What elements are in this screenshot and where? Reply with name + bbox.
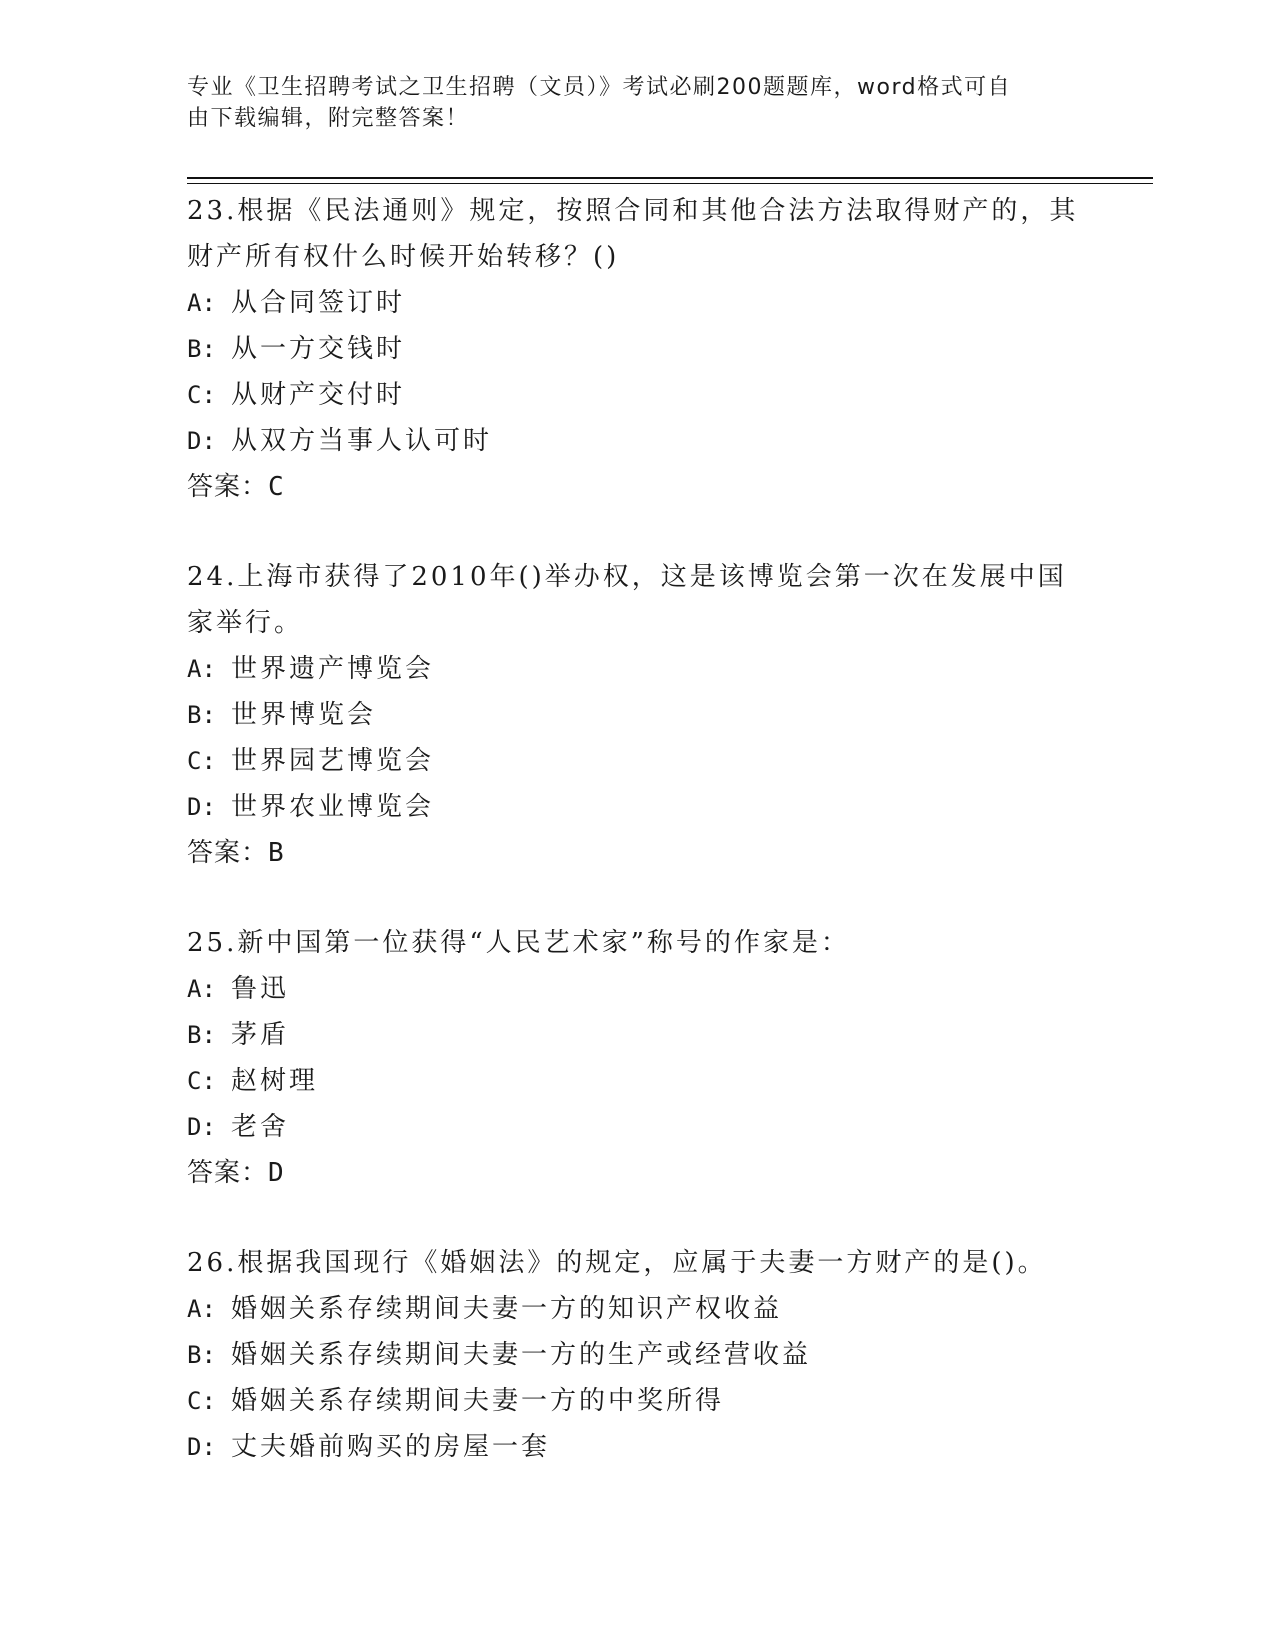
option-text: 婚姻关系存续期间夫妻一方的生产或经营收益: [231, 1340, 812, 1370]
answer-value: D: [268, 1158, 285, 1188]
question-26: [187, 1240, 1087, 1470]
header-divider-thin: [187, 183, 1153, 184]
answer-label: 答案：: [187, 838, 269, 868]
option-letter: C:: [187, 381, 216, 409]
answer: [187, 830, 1087, 876]
option-letter: D:: [187, 1433, 216, 1461]
option-letter: D:: [187, 793, 216, 821]
option-letter: D:: [187, 1113, 216, 1141]
question-stem-line-2: 财产所有权什么时候开始转移？(): [187, 242, 620, 272]
document-header: [187, 72, 1067, 134]
option-d: [187, 418, 1087, 464]
option-letter: A:: [187, 1295, 216, 1323]
option-b: [187, 1332, 1087, 1378]
option-text: 从财产交付时: [231, 380, 406, 410]
option-letter: B:: [187, 335, 216, 363]
answer: [187, 1150, 1087, 1196]
question-spacer: [187, 510, 1087, 554]
option-text: 世界园艺博览会: [231, 746, 435, 776]
header-divider-thick: [187, 177, 1153, 179]
question-spacer: [187, 876, 1087, 920]
question-stem: [187, 554, 1087, 646]
question-stem-line-2: 家举行。: [187, 608, 304, 638]
option-a: [187, 966, 1087, 1012]
option-text: 赵树理: [231, 1066, 319, 1096]
option-text: 婚姻关系存续期间夫妻一方的知识产权收益: [231, 1294, 783, 1324]
option-c: [187, 1058, 1087, 1104]
option-d: [187, 1104, 1087, 1150]
option-text: 从合同签订时: [231, 288, 406, 318]
option-c: [187, 738, 1087, 784]
question-stem: [187, 1240, 1087, 1286]
option-letter: C:: [187, 747, 216, 775]
answer-label: 答案：: [187, 1158, 269, 1188]
question-stem: [187, 188, 1087, 280]
option-c: [187, 1378, 1087, 1424]
option-letter: A:: [187, 289, 216, 317]
option-d: [187, 1424, 1087, 1470]
question-23: [187, 188, 1087, 510]
option-text: 丈夫婚前购买的房屋一套: [231, 1432, 551, 1462]
option-b: [187, 1012, 1087, 1058]
option-a: [187, 646, 1087, 692]
option-letter: D:: [187, 427, 216, 455]
answer-label: 答案：: [187, 472, 269, 502]
header-line-2: 由下载编辑，附完整答案！: [187, 106, 470, 131]
option-text: 世界农业博览会: [231, 792, 435, 822]
question-stem: [187, 920, 1087, 966]
option-text: 茅盾: [231, 1020, 290, 1050]
option-text: 世界遗产博览会: [231, 654, 435, 684]
option-a: [187, 1286, 1087, 1332]
option-text: 从一方交钱时: [231, 334, 406, 364]
option-letter: C:: [187, 1067, 216, 1095]
option-text: 从双方当事人认可时: [231, 426, 493, 456]
option-letter: B:: [187, 1341, 216, 1369]
question-stem-line-1: 25.新中国第一位获得“人民艺术家”称号的作家是：: [187, 928, 850, 958]
question-25: [187, 920, 1087, 1196]
answer-value: B: [268, 838, 285, 868]
option-text: 鲁迅: [231, 974, 290, 1004]
question-24: [187, 554, 1087, 876]
question-spacer: [187, 1196, 1087, 1240]
option-text: 世界博览会: [231, 700, 377, 730]
option-b: [187, 692, 1087, 738]
answer-value: C: [268, 472, 285, 502]
option-d: [187, 784, 1087, 830]
option-c: [187, 372, 1087, 418]
option-a: [187, 280, 1087, 326]
option-letter: C:: [187, 1387, 216, 1415]
option-letter: A:: [187, 655, 216, 683]
answer: [187, 464, 1087, 510]
option-b: [187, 326, 1087, 372]
option-letter: A:: [187, 975, 216, 1003]
question-stem-line-1: 26.根据我国现行《婚姻法》的规定，应属于夫妻一方财产的是()。: [187, 1248, 1047, 1278]
header-line-1: 专业《卫生招聘考试之卫生招聘（文员）》考试必刷200题题库，word格式可自: [187, 75, 1012, 100]
option-text: 老舍: [231, 1112, 290, 1142]
question-list: [187, 188, 1087, 1470]
option-letter: B:: [187, 1021, 216, 1049]
option-letter: B:: [187, 701, 216, 729]
option-text: 婚姻关系存续期间夫妻一方的中奖所得: [231, 1386, 725, 1416]
question-stem-line-1: 24.上海市获得了2010年()举办权，这是该博览会第一次在发展中国: [187, 562, 1067, 592]
question-stem-line-1: 23.根据《民法通则》规定，按照合同和其他合法方法取得财产的，其: [187, 196, 1079, 226]
